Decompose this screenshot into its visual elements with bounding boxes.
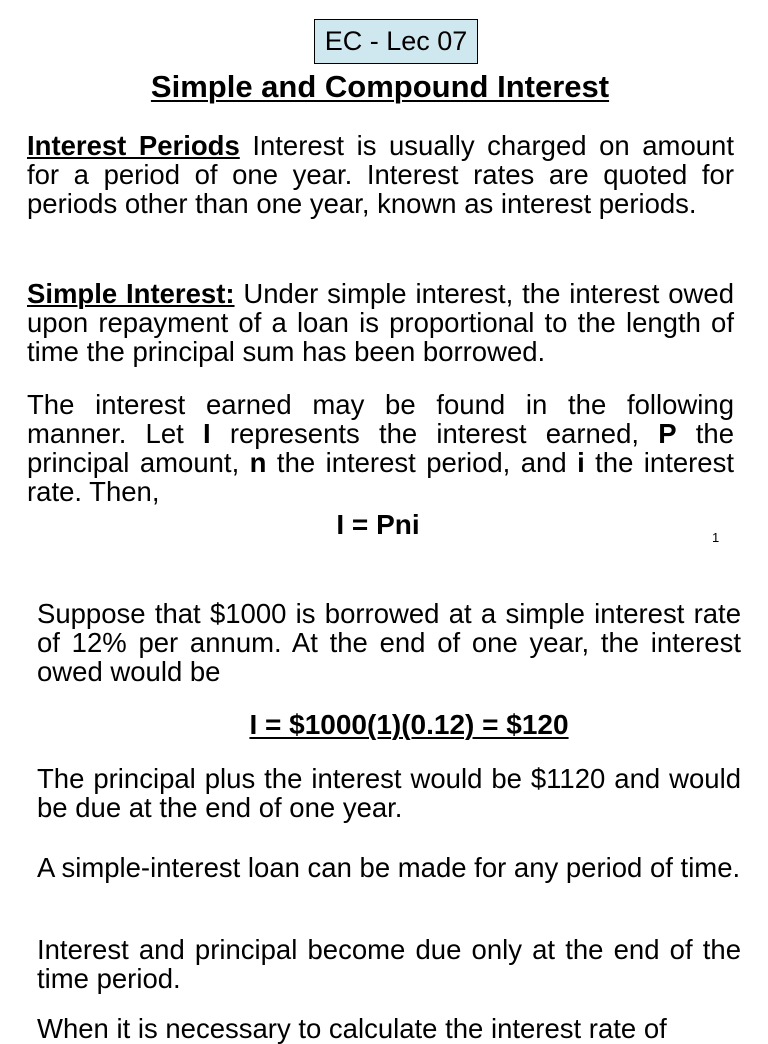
interest-periods-paragraph [27, 131, 734, 218]
interest-periods-text: Interest is usually charged on amount for a period of one year. Interest rates are quoted for periods other than one year, known as interest periods. [27, 130, 734, 219]
slide-2 [0, 556, 768, 1044]
page-number: 1 [712, 530, 720, 545]
definition-text-1: The interest earned may be found in the following manner. Let [27, 389, 734, 449]
simple-interest-formula: I = Pni [336, 509, 420, 540]
any-period-paragraph: A simple-interest loan can be made for any period of time. [37, 852, 741, 883]
interest-periods-heading: Interest Periods [27, 130, 240, 161]
example-paragraph: Suppose that $1000 is borrowed at a simple interest rate of 12% per annum. At the end of one year, the interest owed would be [37, 598, 741, 687]
variable-n: n [249, 447, 267, 478]
definition-text-3: the principal amount, [27, 418, 735, 478]
simple-interest-text: Under simple interest, the interest owed upon repayment of a loan is proportional to the length of time the principal sum has been borrowed. [27, 278, 734, 367]
variable-p: P [658, 418, 677, 449]
definition-paragraph [27, 390, 734, 506]
lecture-badge: EC - Lec 07 [314, 19, 478, 64]
definition-text-5: the interest rate. Then, [27, 447, 734, 507]
variable-i-interest: I [203, 418, 211, 449]
variable-i-rate: i [577, 447, 585, 478]
simple-interest-heading: Simple Interest: [27, 278, 235, 309]
slide-title: Simple and Compound Interest [150, 69, 610, 104]
due-paragraph: Interest and principal become due only at the end of the time period. [37, 934, 741, 994]
definition-text-2: represents the interest earned, [210, 418, 659, 449]
example-formula: I = $1000(1)(0.12) = $120 [249, 709, 569, 740]
simple-interest-paragraph [27, 279, 734, 366]
principal-plus-interest-paragraph: The principal plus the interest would be $1120 and would be due at the end of one year. [37, 763, 741, 823]
cut-off-paragraph: When it is necessary to calculate the interest rate of [37, 1013, 667, 1044]
definition-text-4: the interest period, and [266, 447, 578, 478]
